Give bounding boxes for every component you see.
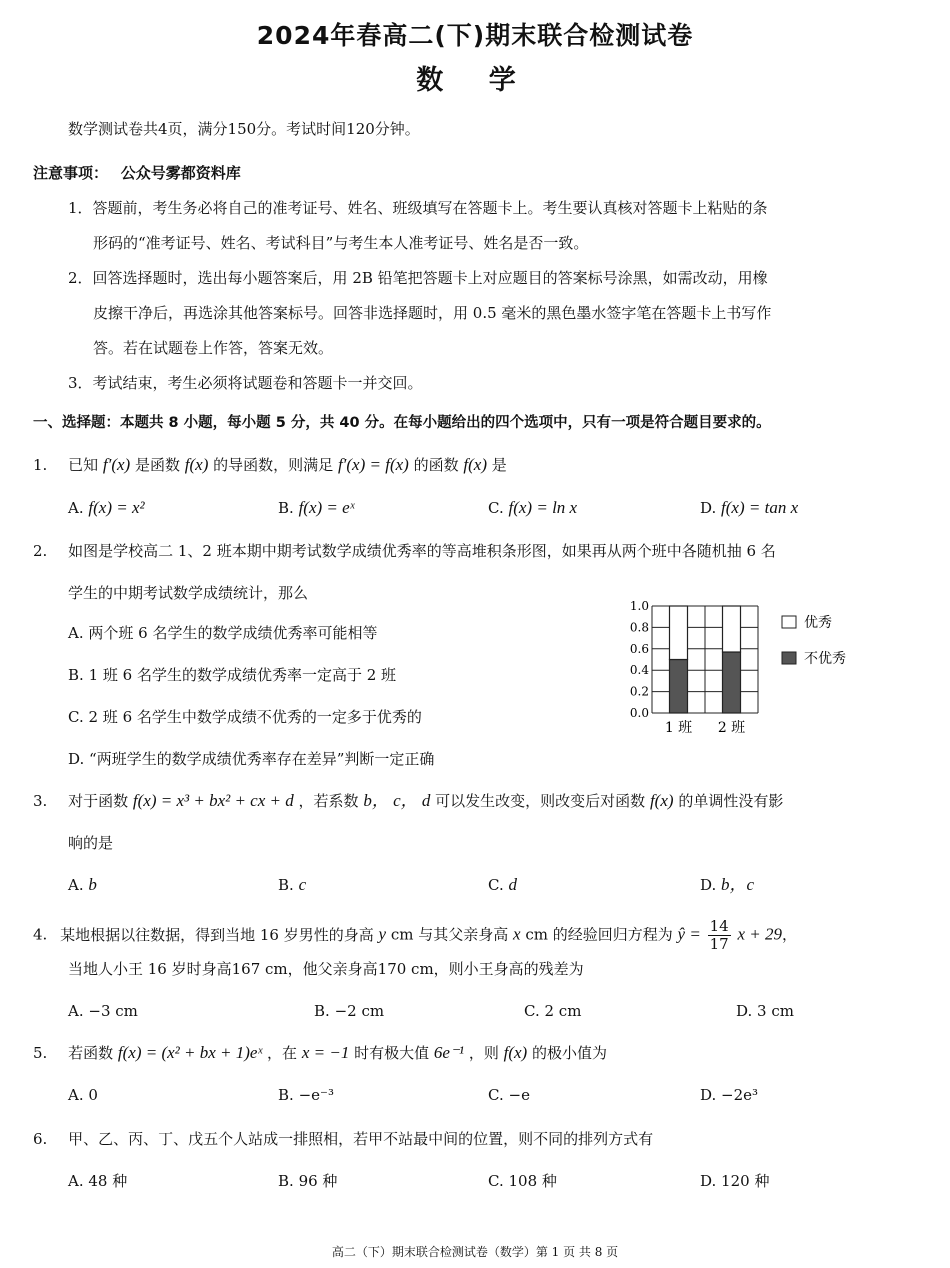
note-1-line-1: 1．答题前，考生务必将自己的准考证号、姓名、班级填写在答题卡上。考生要认真核对答题卡上粘贴的条 — [68, 199, 768, 217]
question-2-line-2: 学生的中期考试数学成绩统计，那么 — [68, 584, 309, 602]
y-tick-label: 0.8 — [629, 620, 649, 635]
question-2-line-1: 2. 如图是学校高二 1、2 班本期中期考试数学成绩优秀率的等高堆积条形图，如果再从两个班中各随机抽 6 名 — [33, 542, 776, 560]
q6-option-a: A. 48 种 — [68, 1172, 128, 1190]
question-1: 1. 已知 f′(x) 是函数 f(x) 的导函数，则满足 f′(x) = f(x) 的函数 f(x) 是 — [33, 455, 507, 474]
exam-title: 2024年春高二(下)期末联合检测试卷 — [256, 21, 694, 50]
q4-number: 4. — [33, 925, 48, 944]
question-3-line-1: 3. 对于函数 f(x) = x³ + bx² + cx + d ，若系数 b， c， d 可以发生改变，则改变后对函数 f(x) 的单调性没有影 — [33, 791, 784, 810]
q1-option-b: B. f(x) = eˣ — [278, 498, 355, 517]
q4-fraction: $\frac{14}{17}$ — [709, 917, 729, 953]
q5-option-d: D. −2e³ — [700, 1086, 759, 1104]
q4-option-d: D. 3 cm — [736, 1002, 794, 1020]
question-4-line-2: 当地人小王 16 岁时身高167 cm，他父亲身高170 cm，则小王身高的残差为 — [68, 960, 584, 978]
question-4-line-1: 4. 某地根据以往数据，得到当地 16 岁男性的身高 y cm 与其父亲身高 x cm 的经验回归方程为 ŷ = $\frac{14}{17}$ x + 29， — [33, 917, 798, 953]
bar-segment — [723, 652, 741, 713]
q1-number: 1. — [33, 456, 48, 474]
x-tick-label: 2 班 — [717, 720, 746, 736]
note-2-line-1: 2．回答选择题时，选出每小题答案后，用 2B 铅笔把答题卡上对应题目的答案标号涂黑，如需改动，用橡 — [68, 269, 768, 287]
question-6: 6. 甲、乙、丙、丁、戊五个人站成一排照相，若甲不站最中间的位置，则不同的排列方式有 — [33, 1130, 654, 1148]
q6-number: 6. — [33, 1130, 48, 1148]
q5-option-b: B. −e⁻³ — [278, 1086, 334, 1104]
note-1-line-2: 形码的“准考证号、姓名、考试科目”与考生本人准考证号、姓名是否一致。 — [93, 234, 589, 252]
q2-option-d: D. “两班学生的数学成绩优秀率存在差异”判断一定正确 — [68, 750, 435, 768]
q6-option-b: B. 96 种 — [278, 1172, 338, 1190]
q2-option-a: A. 两个班 6 名学生的数学成绩优秀率可能相等 — [68, 624, 378, 642]
q2-option-b: B. 1 班 6 名学生的数学成绩优秀率一定高于 2 班 — [68, 666, 397, 684]
q2-number: 2. — [33, 542, 48, 560]
q3-option-b: B. c — [278, 875, 307, 894]
q3-option-d: D. b，c — [700, 875, 755, 894]
y-tick-label: 0.0 — [629, 706, 649, 720]
intro-text: 数学测试卷共4页，满分150分。考试时间120分钟。 — [68, 120, 420, 138]
q5-option-a: A. 0 — [68, 1086, 98, 1104]
bar-segment — [670, 606, 688, 660]
notes-header — [33, 162, 241, 184]
q1-option-a: A. f(x) = x² — [68, 498, 145, 517]
bar-segment — [670, 660, 688, 714]
q4-option-c: C. 2 cm — [524, 1002, 582, 1020]
note-2-line-2: 皮擦干净后，再选涂其他答案标号。回答非选择题时，用 0.5 毫米的黑色墨水签字笔在答题卡上书写作 — [93, 304, 772, 322]
q5-number: 5. — [33, 1044, 48, 1062]
legend-swatch — [782, 616, 796, 628]
note-3-line-1: 3．考试结束，考生必须将试题卷和答题卡一并交回。 — [68, 374, 423, 392]
y-tick-label: 0.4 — [629, 663, 649, 678]
q1-option-c: C. f(x) = ln x — [488, 498, 578, 517]
q3-option-c: C. d — [488, 875, 517, 894]
q4-option-b: B. −2 cm — [314, 1002, 385, 1020]
legend-label: 优秀 — [804, 615, 832, 631]
y-tick-label: 1.0 — [629, 599, 649, 613]
q2-option-c: C. 2 班 6 名学生中数学成绩不优秀的一定多于优秀的 — [68, 708, 422, 726]
exam-subject: 数 学 — [416, 65, 534, 96]
stacked-bar-chart — [612, 596, 882, 746]
q5-option-c: C. −e — [488, 1086, 530, 1104]
y-tick-label: 0.2 — [629, 684, 649, 699]
notes-label: 注意事项： — [33, 164, 109, 182]
note-2-line-3: 答。若在试题卷上作答，答案无效。 — [93, 339, 334, 357]
y-tick-label: 0.6 — [629, 641, 649, 656]
q3-option-a: A. b — [68, 875, 97, 894]
q6-option-d: D. 120 种 — [700, 1172, 770, 1190]
q1-option-d: D. f(x) = tan x — [700, 498, 799, 517]
question-3-line-2: 响的是 — [68, 834, 114, 852]
page-footer: 高二（下）期末联合检测试卷（数学）第 1 页 共 8 页 — [331, 1245, 619, 1259]
bar-segment — [723, 606, 741, 652]
legend-swatch — [782, 652, 796, 664]
q6-option-c: C. 108 种 — [488, 1172, 557, 1190]
q3-number: 3. — [33, 792, 48, 810]
section-1-header: 一、选择题：本题共 8 小题，每小题 5 分，共 40 分。在每小题给出的四个选项中，只有一项是符合题目要求的。 — [33, 415, 771, 431]
q4-option-a: A. −3 cm — [68, 1002, 138, 1020]
x-tick-label: 1 班 — [664, 720, 693, 736]
notes-source: 公众号雾都资料库 — [120, 164, 241, 182]
question-5: 5. 若函数 f(x) = (x² + bx + 1)eˣ ，在 x = −1 时有极大值 6e⁻¹ ，则 f(x) 的极小值为 — [33, 1043, 607, 1062]
legend-label: 不优秀 — [804, 651, 846, 667]
